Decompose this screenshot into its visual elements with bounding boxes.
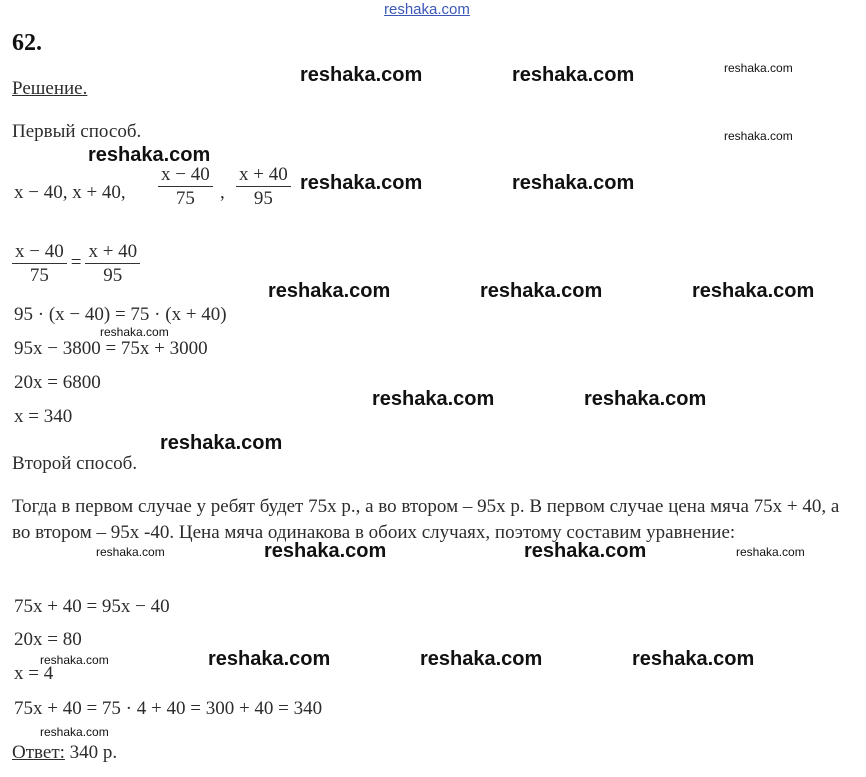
eq-right-denominator: 95 xyxy=(103,265,123,286)
watermark: reshaka.com xyxy=(420,648,543,670)
watermark: reshaka.com xyxy=(40,653,109,667)
watermark: reshaka.com xyxy=(512,172,635,194)
site-link[interactable]: reshaka.com xyxy=(384,1,470,18)
watermark: reshaka.com xyxy=(40,725,109,739)
watermark: reshaka.com xyxy=(300,172,423,194)
problem-number: 62. xyxy=(12,30,42,56)
fraction-equation xyxy=(12,241,140,288)
watermark: reshaka.com xyxy=(512,64,635,86)
method2-step3: x = 4 xyxy=(14,663,54,684)
watermark: reshaka.com xyxy=(300,64,423,86)
expr-a: x − 40, xyxy=(14,182,68,203)
eq-right-numerator: x + 40 xyxy=(85,241,140,264)
eq-left-numerator: x − 40 xyxy=(12,241,67,264)
fraction-2 xyxy=(236,164,291,211)
eq-left-denominator: 75 xyxy=(29,265,49,286)
watermark: reshaka.com xyxy=(100,325,169,339)
watermark: reshaka.com xyxy=(584,388,707,410)
watermark: reshaka.com xyxy=(88,144,211,166)
watermark: reshaka.com xyxy=(724,129,793,143)
eq-sign: = xyxy=(70,252,82,274)
watermark: reshaka.com xyxy=(524,540,647,562)
watermark: reshaka.com xyxy=(96,545,165,559)
watermark: reshaka.com xyxy=(692,280,815,302)
fraction-2-denominator: 95 xyxy=(253,188,273,209)
method1-step2: 95x − 3800 = 75x + 3000 xyxy=(14,338,208,359)
answer-label: Ответ: xyxy=(12,742,65,763)
fraction-1-numerator: x − 40 xyxy=(158,164,213,187)
method1-title: Первый способ. xyxy=(12,121,142,142)
watermark: reshaka.com xyxy=(264,540,387,562)
answer-value: 340 р. xyxy=(64,742,118,763)
fraction-2-numerator: x + 40 xyxy=(236,164,291,187)
fraction-1 xyxy=(158,164,213,211)
expression-list xyxy=(14,182,126,204)
watermark: reshaka.com xyxy=(736,545,805,559)
watermark: reshaka.com xyxy=(724,61,793,75)
method2-title: Второй способ. xyxy=(12,453,138,474)
expr-b: x + 40, xyxy=(72,182,126,203)
watermark: reshaka.com xyxy=(632,648,755,670)
fraction-1-denominator: 75 xyxy=(175,188,195,209)
method1-step3: 20x = 6800 xyxy=(14,372,101,393)
comma: , xyxy=(220,182,225,203)
method1-step1: 95 · (x − 40) = 75 · (x + 40) xyxy=(14,304,227,325)
watermark: reshaka.com xyxy=(208,648,331,670)
watermark: reshaka.com xyxy=(160,432,283,454)
method2-paragraph: Тогда в первом случае у ребят будет 75x р., а во втором – 95x р. В первом случае цена мяча 75x + 40, а во втором – 95x -40. Цена мяча одинакова в обоих случаях, поэтому составим уравнение: xyxy=(12,496,840,543)
watermark: reshaka.com xyxy=(372,388,495,410)
solution-label: Решение. xyxy=(12,78,88,99)
method2-step4: 75x + 40 = 75 · 4 + 40 = 300 + 40 = 340 xyxy=(14,698,323,719)
method1-step4: x = 340 xyxy=(14,406,73,427)
watermark: reshaka.com xyxy=(480,280,603,302)
watermark: reshaka.com xyxy=(268,280,391,302)
method2-step2: 20x = 80 xyxy=(14,629,82,650)
answer-line xyxy=(12,742,117,764)
method2-step1: 75x + 40 = 95x − 40 xyxy=(14,596,170,617)
